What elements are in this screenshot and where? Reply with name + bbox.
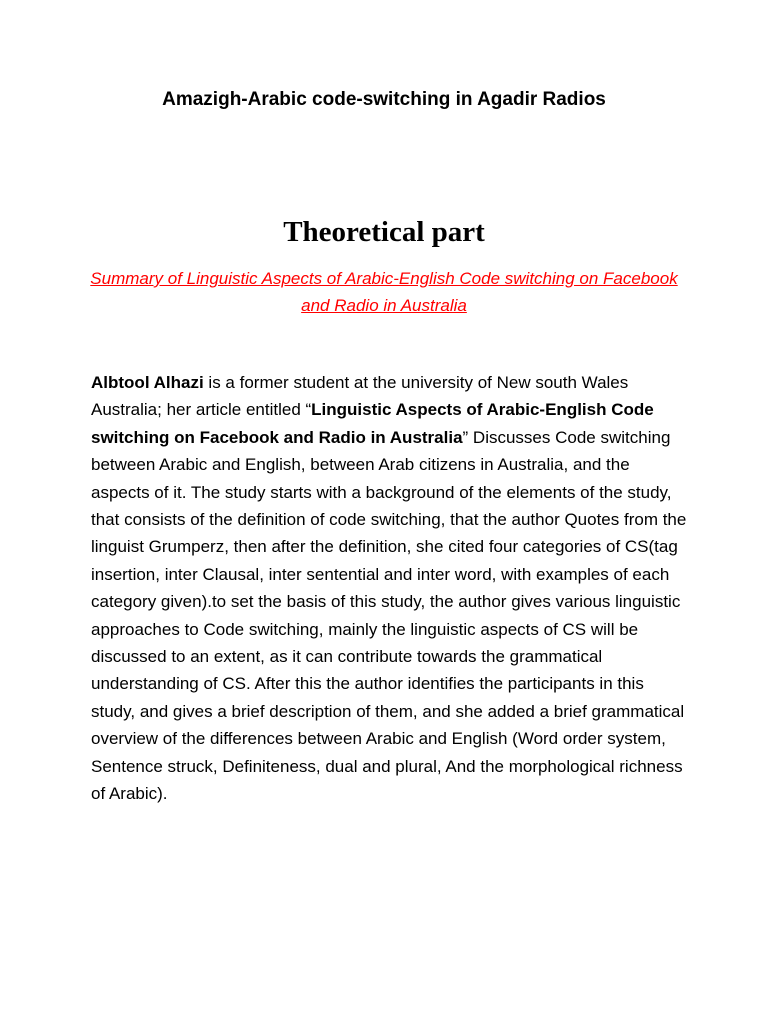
- paragraph-body: Discusses Code switching between Arabic and English, between Arab citizens in Australia, and the aspects of it. The study starts with a background of the elements of the study, that consists of the definition of code switching, that the author Quotes from the linguist Grumperz, then after the definition, she cited four categories of CS(tag insertion, inter Clausal, inter sentential and inter word, with examples of each category given).to set the basis of this study, the author gives various linguistic approaches to Code switching, mainly the linguistic aspects of CS will be discussed to an extent, as it can contribute towards the grammatical understanding of CS. After this the author identifies the participants in this study, and gives a brief description of them, and she added a brief grammatical overview of the differences between Arabic and English (Word order system, Sentence struck, Definiteness, dual and plural, And the morphological richness of Arabic).: [91, 427, 687, 804]
- article-summary-subtitle: Summary of Linguistic Aspects of Arabic-English Code switching on Facebook and Radio in Australia: [90, 269, 678, 315]
- author-name: Albtool Alhazi: [91, 373, 204, 392]
- paragraph-intro: is a former student at the university of New south Wales Australia; her article entitled “: [91, 373, 629, 420]
- article-title: Linguistic Aspects of Arabic-English Code switching on Facebook and Radio in Australia: [91, 400, 654, 447]
- summary-paragraph: [91, 369, 691, 808]
- section-heading: Theoretical part: [283, 216, 485, 248]
- document-title: Amazigh-Arabic code-switching in Agadir Radios: [162, 89, 606, 110]
- close-quote: ”: [462, 427, 469, 447]
